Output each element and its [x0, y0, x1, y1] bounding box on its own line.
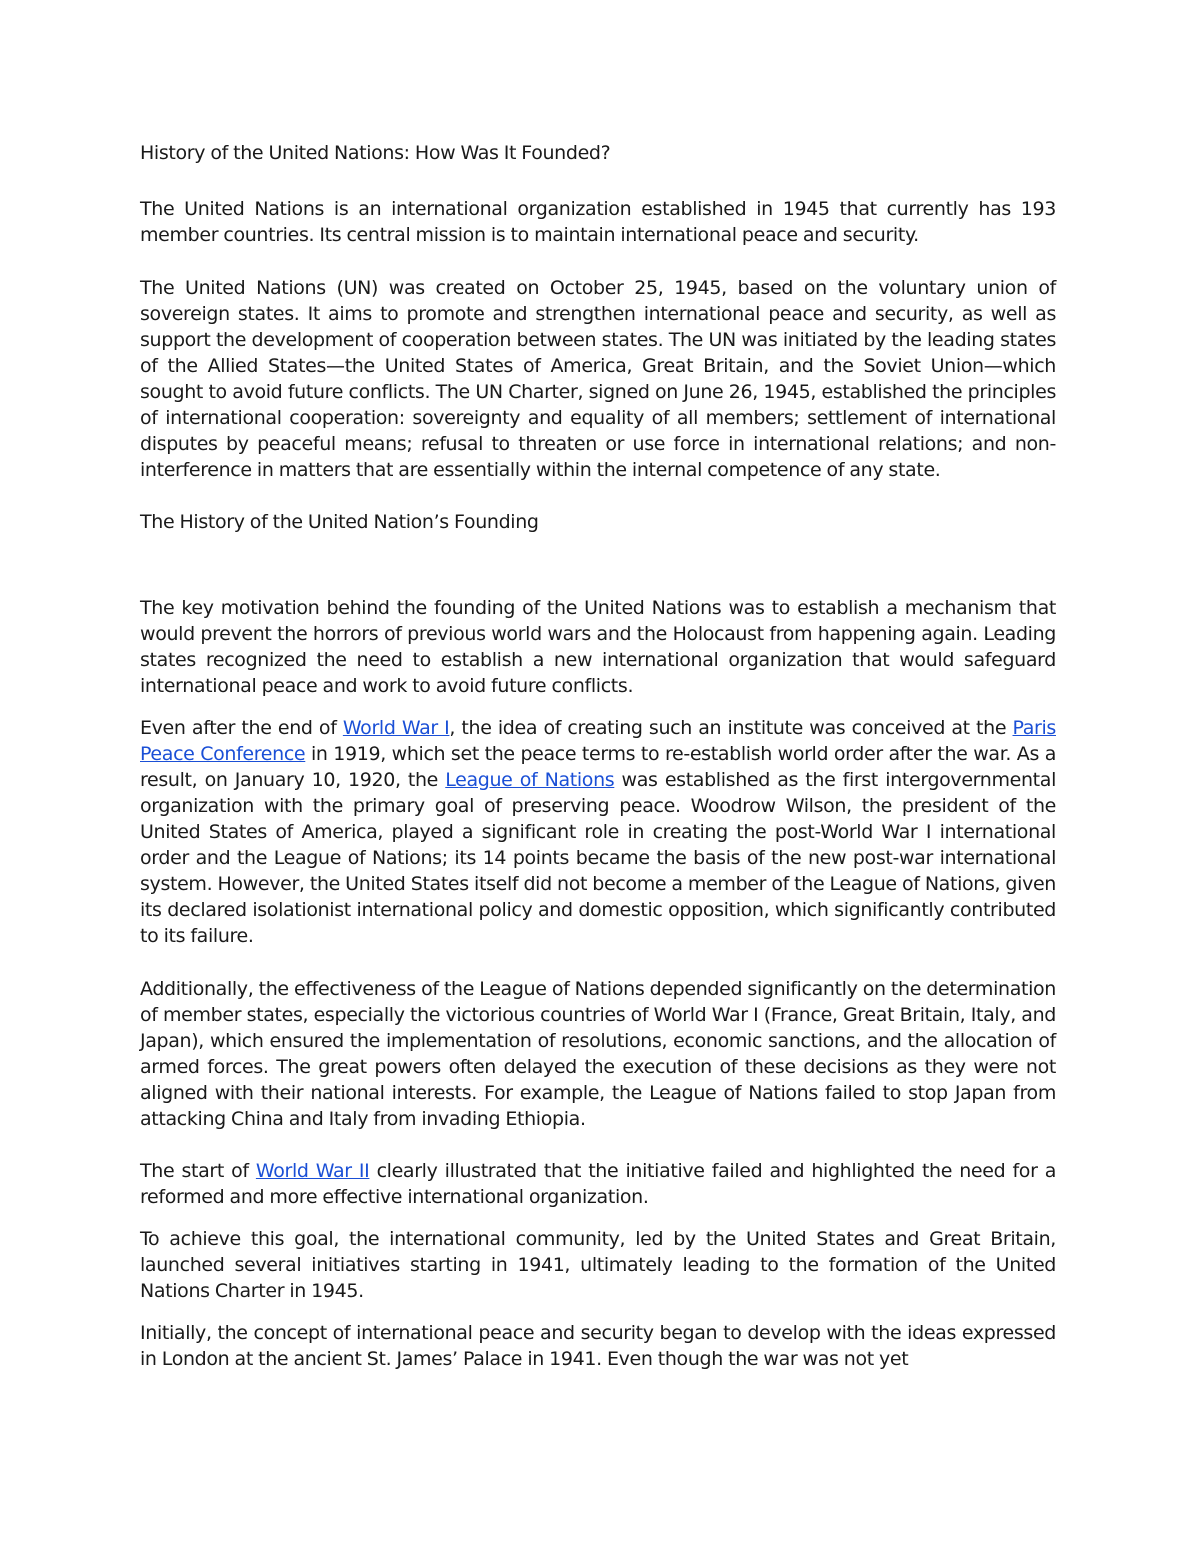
document-title: History of the United Nations: How Was It Founded?	[140, 142, 611, 164]
un-creation-paragraph: The United Nations (UN) was created on October 25, 1945, based on the voluntary union of sovereign states. It aims to promote and strengthen international peace and security, as well as support the development of cooperation between states. The UN was initiated by the leading states of the Allied States—the United States of America, Great Britain, and the Soviet Union—which sought to avoid future conflicts. The UN Charter, signed on June 26, 1945, established the principles of international cooperation: sovereignty and equality of all members; settlement of international disputes by peaceful means; refusal to threaten or use force in international relations; and non-interference in matters that are essentially within the internal competence of any state.	[140, 277, 1056, 481]
paris-peace-conference-link[interactable]: Paris Peace Conference	[140, 717, 1056, 765]
effectiveness-paragraph: Additionally, the effectiveness of the League of Nations depended significantly on the determination of member states, especially the victorious countries of World War I (France, Great Britain, Italy, and Japan), which ensured the implementation of resolutions, economic sanctions, and the allocation of armed forces. The great powers often delayed the execution of these decisions as they were not aligned with their national interests. For example, the League of Nations failed to stop Japan from attacking China and Italy from invading Ethiopia.	[140, 978, 1056, 1130]
world-war-ii-link[interactable]: World War II	[255, 1160, 370, 1182]
goal-paragraph: To achieve this goal, the international community, led by the United States and Great Britain, launched several initiatives starting in 1941, ultimately leading to the formation of the United Nations Charter in 1945.	[140, 1228, 1056, 1302]
ww1-text-part1: Even after the end of	[140, 717, 343, 739]
ww2-text-part2: clearly illustrated that the initiative failed and highlighted the need for a reformed and more effective international organization.	[140, 1160, 1057, 1208]
document-page	[140, 140, 1056, 1372]
initially-paragraph: Initially, the concept of international peace and security began to develop with the ideas expressed in London at the ancient St. James’ Palace in 1941. Even though the war was not yet	[140, 1322, 1056, 1370]
ww1-text-part3: in 1919, which set the peace terms to re-establish world order after the war. As a result, on January 10, 1920, the	[140, 743, 1056, 791]
ww1-paragraph	[140, 715, 1056, 949]
world-war-i-link[interactable]: World War I	[342, 717, 450, 739]
ww1-text-part2: , the idea of creating such an institute was conceived at the	[449, 717, 1013, 739]
section-subheading: The History of the United Nation’s Founding	[140, 511, 539, 533]
ww2-paragraph	[140, 1158, 1056, 1210]
league-of-nations-link[interactable]: League of Nations	[445, 769, 615, 791]
ww2-text-part1: The start of	[140, 1160, 256, 1182]
ww1-text-part4: was established as the first intergovernmental organization with the primary goal of preserving peace. Woodrow Wilson, the president of the United States of America, played a significant role in creating the post-World War I international order and the League of Nations; its 14 points became the basis of the new post-war international system. However, the United States itself did not become a member of the League of Nations, given its declared isolationist international policy and domestic opposition, which significantly contributed to its failure.	[140, 769, 1056, 947]
intro-paragraph: The United Nations is an international organization established in 1945 that currently has 193 member countries. Its central mission is to maintain international peace and security.	[140, 198, 1056, 246]
motivation-paragraph: The key motivation behind the founding of the United Nations was to establish a mechanism that would prevent the horrors of previous world wars and the Holocaust from happening again. Leading states recognized the need to establish a new international organization that would safeguard international peace and work to avoid future conflicts.	[140, 597, 1056, 697]
